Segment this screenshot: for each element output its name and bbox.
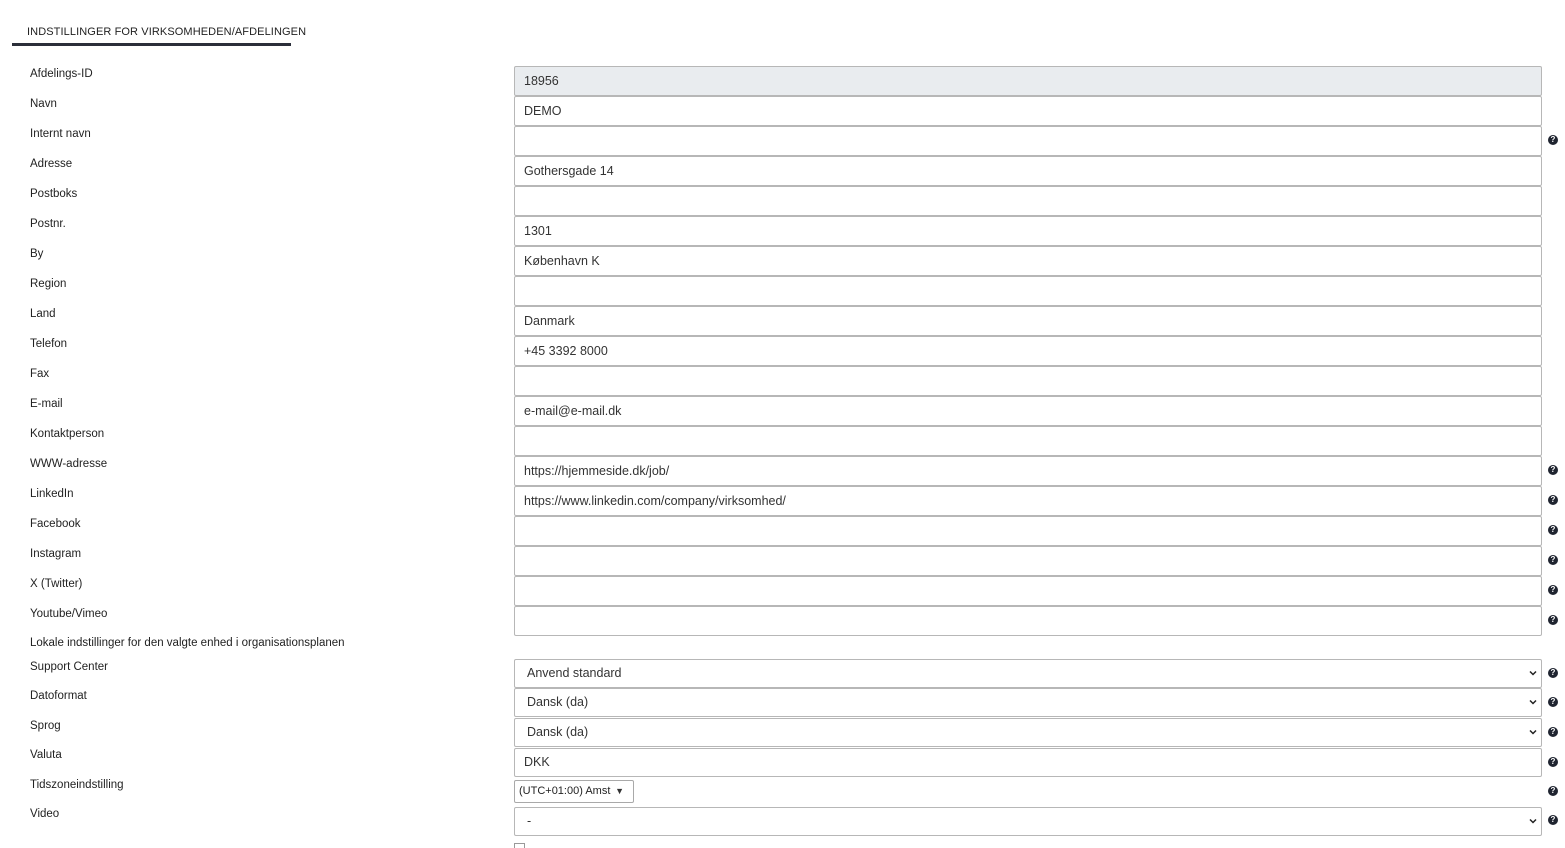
checkbox[interactable] <box>514 843 525 848</box>
valuta-field[interactable]: DKK <box>514 748 1542 777</box>
tidszone-select[interactable] <box>514 780 634 803</box>
land-field[interactable]: Danmark <box>514 306 1542 336</box>
instagram-field[interactable] <box>514 546 1542 576</box>
postboks-field[interactable] <box>514 186 1542 216</box>
internt-navn-field[interactable] <box>514 126 1542 156</box>
label-datoformat: Datoformat <box>30 690 87 702</box>
support-center-select[interactable] <box>514 659 1542 688</box>
question-circle-icon[interactable]: ? <box>1548 697 1558 707</box>
question-circle-icon[interactable]: ? <box>1548 465 1558 475</box>
tab-settings[interactable] <box>12 18 307 46</box>
label-sprog: Sprog <box>30 720 61 732</box>
label-kontaktperson: Kontaktperson <box>30 428 105 440</box>
afdelings-id-field: 18956 <box>514 66 1542 96</box>
datoformat-value: Dansk (da) <box>527 695 589 709</box>
question-circle-icon[interactable]: ? <box>1548 555 1558 565</box>
tab-label: INDSTILLINGER FOR VIRKSOMHEDEN/AFDELINGEN <box>27 26 307 38</box>
label-navn: Navn <box>30 98 57 110</box>
telefon-field[interactable]: +45 3392 8000 <box>514 336 1542 366</box>
label-afdelings-id: Afdelings-ID <box>30 68 93 80</box>
question-circle-icon[interactable]: ? <box>1548 815 1558 825</box>
label-youtube: Youtube/Vimeo <box>30 608 108 620</box>
label-internt-navn: Internt navn <box>30 128 91 140</box>
label-linkedin: LinkedIn <box>30 488 74 500</box>
question-circle-icon[interactable]: ? <box>1548 135 1558 145</box>
chevron-down-icon <box>1529 728 1537 736</box>
chevron-down-icon <box>1529 698 1537 706</box>
label-postboks: Postboks <box>30 188 78 200</box>
postnr-field[interactable]: 1301 <box>514 216 1542 246</box>
video-select[interactable] <box>514 807 1542 836</box>
support-center-value: Anvend standard <box>527 666 622 680</box>
youtube-field[interactable] <box>514 606 1542 636</box>
question-circle-icon[interactable]: ? <box>1548 495 1558 505</box>
www-field[interactable]: https://hjemmeside.dk/job/ <box>514 456 1542 486</box>
kontaktperson-field[interactable] <box>514 426 1542 456</box>
label-instagram: Instagram <box>30 548 82 560</box>
fax-field[interactable] <box>514 366 1542 396</box>
chevron-down-icon <box>1529 669 1537 677</box>
question-circle-icon[interactable]: ? <box>1548 757 1558 767</box>
label-telefon: Telefon <box>30 338 68 350</box>
label-email: E-mail <box>30 398 63 410</box>
label-region: Region <box>30 278 67 290</box>
region-field[interactable] <box>514 276 1542 306</box>
sprog-value: Dansk (da) <box>527 725 589 739</box>
label-adresse: Adresse <box>30 158 73 170</box>
question-circle-icon[interactable]: ? <box>1548 668 1558 678</box>
navn-field[interactable]: DEMO <box>514 96 1542 126</box>
label-land: Land <box>30 308 56 320</box>
facebook-field[interactable] <box>514 516 1542 546</box>
question-circle-icon[interactable]: ? <box>1548 615 1558 625</box>
label-fax: Fax <box>30 368 50 380</box>
chevron-down-icon <box>1529 817 1537 825</box>
label-support-center: Support Center <box>30 661 108 673</box>
label-valuta: Valuta <box>30 749 62 761</box>
local-section-heading: Lokale indstillinger for den valgte enhed i organisationsplanen <box>30 637 345 649</box>
question-circle-icon[interactable]: ? <box>1548 585 1558 595</box>
email-field[interactable]: e-mail@e-mail.dk <box>514 396 1542 426</box>
label-twitter: X (Twitter) <box>30 578 83 590</box>
question-circle-icon[interactable]: ? <box>1548 525 1558 535</box>
adresse-field[interactable]: Gothersgade 14 <box>514 156 1542 186</box>
datoformat-select[interactable] <box>514 688 1542 717</box>
label-video: Video <box>30 808 60 820</box>
twitter-field[interactable] <box>514 576 1542 606</box>
question-circle-icon[interactable]: ? <box>1548 727 1558 737</box>
label-tidszone: Tidszoneindstilling <box>30 779 124 791</box>
video-value: - <box>527 814 532 828</box>
sprog-select[interactable] <box>514 718 1542 747</box>
label-www: WWW-adresse <box>30 458 108 470</box>
label-postnr: Postnr. <box>30 218 66 230</box>
tidszone-value: (UTC+01:00) Amst <box>519 785 611 797</box>
dropdown-triangle-icon: ▼ <box>615 786 624 796</box>
linkedin-field[interactable]: https://www.linkedin.com/company/virksomhed/ <box>514 486 1542 516</box>
label-by: By <box>30 248 44 260</box>
by-field[interactable]: København K <box>514 246 1542 276</box>
label-facebook: Facebook <box>30 518 81 530</box>
question-circle-icon[interactable]: ? <box>1548 786 1558 796</box>
